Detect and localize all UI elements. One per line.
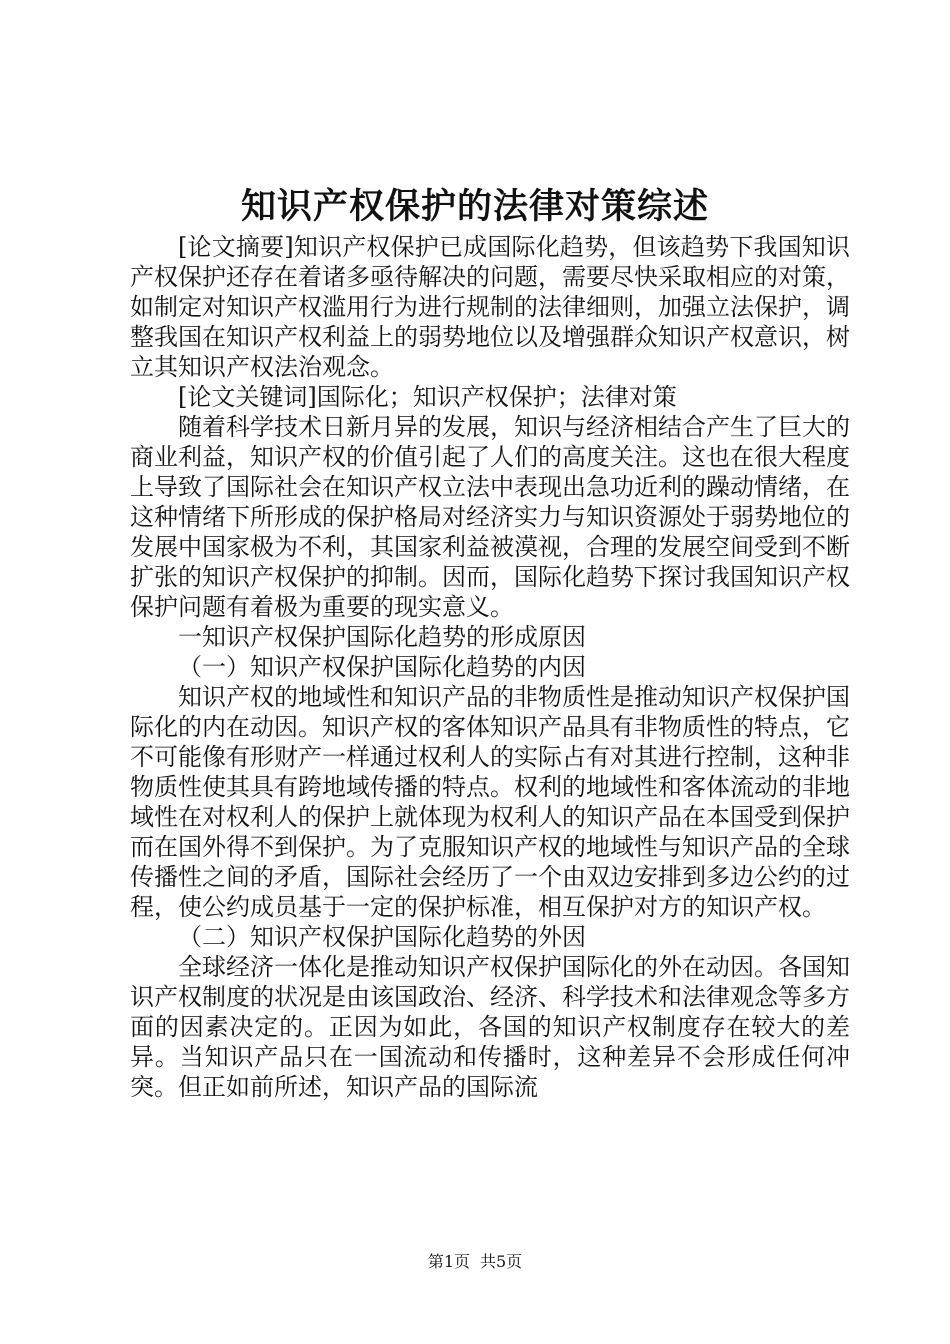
- document-body: [130, 232, 850, 1102]
- body-paragraph-external-cause: 全球经济一体化是推动知识产权保护国际化的外在动因。各国知识产权制度的状况是由该国政治、经济、科学技术和法律观念等多方面的因素决定的。正因为如此，各国的知识产权制度存在较大的差异。当知识产品只在一国流动和传播时，这种差异不会形成任何冲突。但正如前所述，知识产品的国际流: [130, 953, 850, 1101]
- page-total: 共5页: [480, 1252, 523, 1271]
- intro-paragraph: 随着科学技术日新月异的发展，知识与经济相结合产生了巨大的商业利益，知识产权的价值引起了人们的高度关注。这也在很大程度上导致了国际社会在知识产权立法中表现出急功近利的躁动情绪，在这种情绪下所形成的保护格局对经济实力与知识资源处于弱势地位的发展中国家极为不利，其国家利益被漠视，合理的发展空间受到不断扩张的知识产权保护的抑制。因而，国际化趋势下探讨我国知识产权保护问题有着极为重要的现实意义。: [130, 413, 850, 621]
- section-heading-1: 一知识产权保护国际化趋势的形成原因: [178, 623, 586, 651]
- abstract-paragraph: [论文摘要]知识产权保护已成国际化趋势，但该趋势下我国知识产权保护还存在着诸多亟待解决的问题，需要尽快采取相应的对策，如制定对知识产权滥用行为进行规制的法律细则，加强立法保护，调整我国在知识产权利益上的弱势地位以及增强群众知识产权意识，树立其知识产权法治观念。: [130, 233, 850, 381]
- page-footer: [0, 1250, 950, 1274]
- document-title: 知识产权保护的法律对策综述: [240, 186, 709, 227]
- body-paragraph-internal-cause: 知识产权的地域性和知识产品的非物质性是推动知识产权保护国际化的内在动因。知识产权的客体知识产品具有非物质性的特点，它不可能像有形财产一样通过权利人的实际占有对其进行控制，这种非物质性使其具有跨地域传播的特点。权利的地域性和客体流动的非地域性在对权利人的保护上就体现为权利人的知识产品在本国受到保护而在国外得不到保护。为了克服知识产权的地域性与知识产品的全球传播性之间的矛盾，国际社会经历了一个由双边安排到多边公约的过程，使公约成员基于一定的保护标准，相互保护对方的知识产权。: [130, 683, 850, 921]
- keywords-paragraph: [论文关键词]国际化；知识产权保护；法律对策: [178, 383, 677, 411]
- page-number: 第1页: [427, 1252, 470, 1271]
- subsection-heading-2: （二）知识产权保护国际化趋势的外因: [178, 923, 586, 951]
- subsection-heading-1: （一）知识产权保护国际化趋势的内因: [178, 653, 586, 681]
